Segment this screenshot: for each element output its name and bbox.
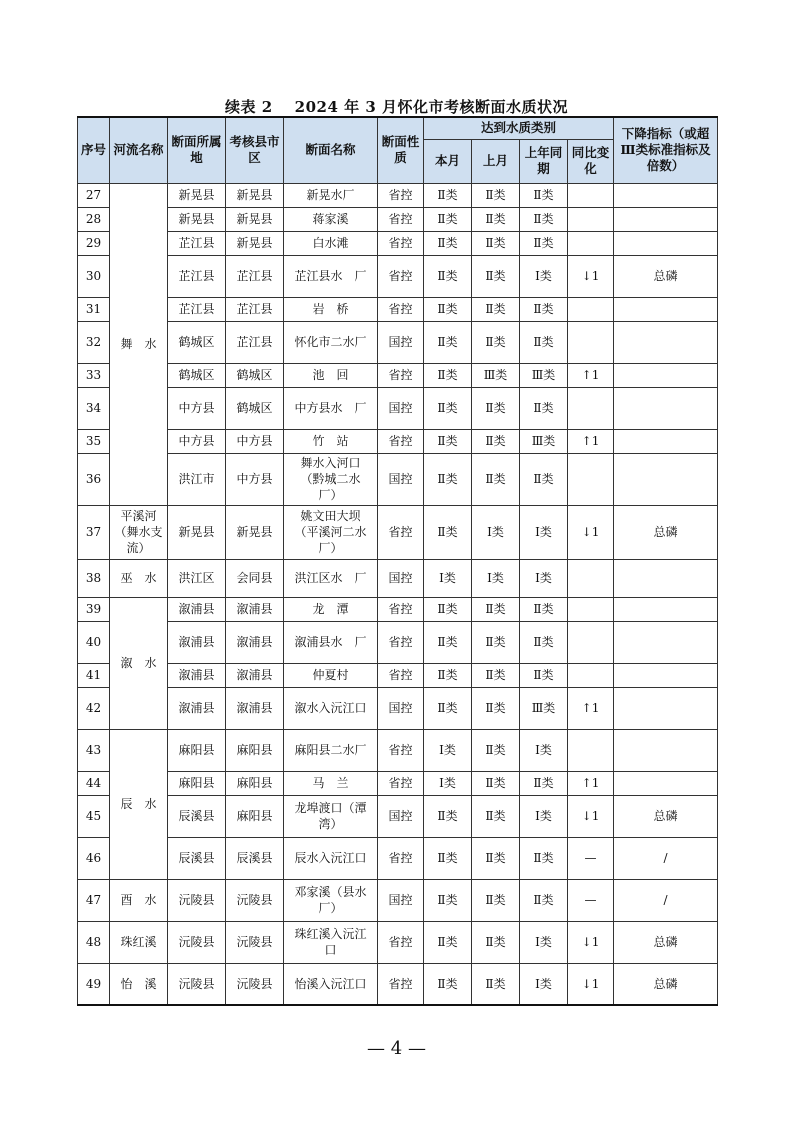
nature-cell: 省控 <box>378 663 424 687</box>
section-cell: 中方县水 厂 <box>284 387 378 429</box>
current-grade-cell: Ⅱ类 <box>424 687 472 729</box>
section-cell: 溆水入沅江口 <box>284 687 378 729</box>
yoy-change-cell <box>568 663 614 687</box>
location-cell: 中方县 <box>168 387 226 429</box>
prev-grade-cell: Ⅱ类 <box>472 729 520 771</box>
current-grade-cell: Ⅱ类 <box>424 387 472 429</box>
river-name-cell: 酉 水 <box>110 879 168 921</box>
location-cell: 鹤城区 <box>168 363 226 387</box>
current-grade-cell: Ⅱ类 <box>424 255 472 297</box>
indicator-cell: 总磷 <box>614 505 718 559</box>
yoy-change-cell <box>568 559 614 597</box>
table-row <box>78 837 718 879</box>
location-cell: 麻阳县 <box>168 729 226 771</box>
prev-grade-cell: Ⅱ类 <box>472 183 520 207</box>
last-year-grade-cell: Ⅰ类 <box>520 795 568 837</box>
table-row <box>78 183 718 207</box>
header-yoy-change: 同比变化 <box>568 139 614 183</box>
last-year-grade-cell: Ⅱ类 <box>520 183 568 207</box>
prev-grade-cell: Ⅱ类 <box>472 231 520 255</box>
table-title <box>0 96 793 117</box>
row-number-cell: 36 <box>78 453 110 505</box>
table-row <box>78 505 718 559</box>
indicator-cell: / <box>614 879 718 921</box>
header-section: 断面名称 <box>284 117 378 183</box>
prev-grade-cell: Ⅱ类 <box>472 879 520 921</box>
nature-cell: 省控 <box>378 429 424 453</box>
location-cell: 芷江县 <box>168 231 226 255</box>
nature-cell: 国控 <box>378 559 424 597</box>
header-prev-month: 上月 <box>472 139 520 183</box>
header-nature: 断面性质 <box>378 117 424 183</box>
river-name-cell: 辰 水 <box>110 729 168 879</box>
nature-cell: 省控 <box>378 597 424 621</box>
yoy-change-cell: ↓1 <box>568 921 614 963</box>
nature-cell: 省控 <box>378 363 424 387</box>
section-cell: 新晃水厂 <box>284 183 378 207</box>
nature-cell: 国控 <box>378 321 424 363</box>
section-cell: 舞水入河口（黔城二水厂） <box>284 453 378 505</box>
prev-grade-cell: Ⅱ类 <box>472 207 520 231</box>
last-year-grade-cell: Ⅰ类 <box>520 963 568 1005</box>
header-grade-group: 达到水质类别 <box>424 117 614 139</box>
nature-cell: 省控 <box>378 963 424 1005</box>
table-caption: 2024 年 3 月怀化市考核断面水质状况 <box>294 98 569 116</box>
last-year-grade-cell: Ⅲ类 <box>520 429 568 453</box>
table-row <box>78 963 718 1005</box>
nature-cell: 省控 <box>378 505 424 559</box>
indicator-cell <box>614 729 718 771</box>
section-cell: 怡溪入沅江口 <box>284 963 378 1005</box>
current-grade-cell: Ⅱ类 <box>424 837 472 879</box>
yoy-change-cell: ↓1 <box>568 963 614 1005</box>
prev-grade-cell: Ⅱ类 <box>472 621 520 663</box>
current-grade-cell: Ⅱ类 <box>424 297 472 321</box>
yoy-change-cell <box>568 231 614 255</box>
table-row <box>78 255 718 297</box>
location-cell: 新晃县 <box>168 207 226 231</box>
yoy-change-cell <box>568 297 614 321</box>
current-grade-cell: Ⅱ类 <box>424 231 472 255</box>
current-grade-cell: Ⅱ类 <box>424 621 472 663</box>
table-label: 续表 2 <box>224 98 273 116</box>
table-row <box>78 559 718 597</box>
section-cell: 龙埠渡口（潭湾） <box>284 795 378 837</box>
header-indicator: 下降指标（或超Ⅲ类标准指标及倍数） <box>614 117 718 183</box>
indicator-cell: / <box>614 837 718 879</box>
river-name-cell: 巫 水 <box>110 559 168 597</box>
row-number-cell: 41 <box>78 663 110 687</box>
nature-cell: 省控 <box>378 297 424 321</box>
yoy-change-cell <box>568 321 614 363</box>
last-year-grade-cell: Ⅲ类 <box>520 363 568 387</box>
indicator-cell <box>614 559 718 597</box>
indicator-cell <box>614 621 718 663</box>
county-cell: 麻阳县 <box>226 771 284 795</box>
table-row <box>78 363 718 387</box>
location-cell: 新晃县 <box>168 505 226 559</box>
nature-cell: 省控 <box>378 837 424 879</box>
county-cell: 沅陵县 <box>226 963 284 1005</box>
nature-cell: 省控 <box>378 255 424 297</box>
location-cell: 中方县 <box>168 429 226 453</box>
prev-grade-cell: Ⅱ类 <box>472 597 520 621</box>
indicator-cell <box>614 183 718 207</box>
page-number: — 4 — <box>367 1038 426 1059</box>
yoy-change-cell: — <box>568 837 614 879</box>
current-grade-cell: Ⅱ类 <box>424 795 472 837</box>
last-year-grade-cell: Ⅱ类 <box>520 771 568 795</box>
table-row <box>78 921 718 963</box>
section-cell: 邓家溪（县水厂） <box>284 879 378 921</box>
county-cell: 沅陵县 <box>226 879 284 921</box>
last-year-grade-cell: Ⅱ类 <box>520 387 568 429</box>
row-number-cell: 46 <box>78 837 110 879</box>
county-cell: 新晃县 <box>226 207 284 231</box>
yoy-change-cell <box>568 597 614 621</box>
location-cell: 溆浦县 <box>168 687 226 729</box>
last-year-grade-cell: Ⅱ类 <box>520 621 568 663</box>
header-last-year: 上年同期 <box>520 139 568 183</box>
last-year-grade-cell: Ⅱ类 <box>520 597 568 621</box>
table-row <box>78 207 718 231</box>
nature-cell: 省控 <box>378 921 424 963</box>
nature-cell: 省控 <box>378 771 424 795</box>
indicator-cell <box>614 453 718 505</box>
yoy-change-cell <box>568 387 614 429</box>
yoy-change-cell: ↓1 <box>568 505 614 559</box>
river-name-cell: 怡 溪 <box>110 963 168 1005</box>
current-grade-cell: Ⅱ类 <box>424 429 472 453</box>
row-number-cell: 34 <box>78 387 110 429</box>
prev-grade-cell: Ⅱ类 <box>472 921 520 963</box>
indicator-cell: 总磷 <box>614 921 718 963</box>
prev-grade-cell: Ⅱ类 <box>472 255 520 297</box>
county-cell: 芷江县 <box>226 321 284 363</box>
indicator-cell <box>614 387 718 429</box>
prev-grade-cell: Ⅱ类 <box>472 771 520 795</box>
table-row <box>78 795 718 837</box>
row-number-cell: 31 <box>78 297 110 321</box>
county-cell: 中方县 <box>226 429 284 453</box>
location-cell: 麻阳县 <box>168 771 226 795</box>
current-grade-cell: Ⅱ类 <box>424 963 472 1005</box>
current-grade-cell: Ⅱ类 <box>424 321 472 363</box>
yoy-change-cell <box>568 207 614 231</box>
section-cell: 姚文田大坝（平溪河二水厂） <box>284 505 378 559</box>
current-grade-cell: Ⅰ类 <box>424 771 472 795</box>
section-cell: 蒋家溪 <box>284 207 378 231</box>
indicator-cell <box>614 771 718 795</box>
prev-grade-cell: Ⅱ类 <box>472 321 520 363</box>
table-row <box>78 687 718 729</box>
yoy-change-cell <box>568 621 614 663</box>
row-number-cell: 33 <box>78 363 110 387</box>
table-row <box>78 429 718 453</box>
section-cell: 竹 站 <box>284 429 378 453</box>
last-year-grade-cell: Ⅱ类 <box>520 321 568 363</box>
last-year-grade-cell: Ⅱ类 <box>520 231 568 255</box>
indicator-cell <box>614 231 718 255</box>
current-grade-cell: Ⅱ类 <box>424 505 472 559</box>
indicator-cell: 总磷 <box>614 795 718 837</box>
table-row <box>78 597 718 621</box>
table-row <box>78 297 718 321</box>
prev-grade-cell: Ⅱ类 <box>472 663 520 687</box>
county-cell: 辰溪县 <box>226 837 284 879</box>
water-quality-table <box>77 116 718 1006</box>
county-cell: 溆浦县 <box>226 597 284 621</box>
row-number-cell: 40 <box>78 621 110 663</box>
county-cell: 溆浦县 <box>226 687 284 729</box>
table-row <box>78 729 718 771</box>
prev-grade-cell: Ⅱ类 <box>472 453 520 505</box>
section-cell: 辰水入沅江口 <box>284 837 378 879</box>
current-grade-cell: Ⅱ类 <box>424 921 472 963</box>
location-cell: 溆浦县 <box>168 597 226 621</box>
county-cell: 鹤城区 <box>226 363 284 387</box>
table-row <box>78 231 718 255</box>
current-grade-cell: Ⅱ类 <box>424 879 472 921</box>
river-name-cell: 珠红溪 <box>110 921 168 963</box>
yoy-change-cell: — <box>568 879 614 921</box>
last-year-grade-cell: Ⅱ类 <box>520 663 568 687</box>
nature-cell: 国控 <box>378 687 424 729</box>
location-cell: 芷江县 <box>168 255 226 297</box>
last-year-grade-cell: Ⅲ类 <box>520 687 568 729</box>
river-name-cell: 舞 水 <box>110 183 168 505</box>
location-cell: 鹤城区 <box>168 321 226 363</box>
indicator-cell <box>614 663 718 687</box>
current-grade-cell: Ⅰ类 <box>424 729 472 771</box>
last-year-grade-cell: Ⅱ类 <box>520 207 568 231</box>
row-number-cell: 42 <box>78 687 110 729</box>
prev-grade-cell: Ⅱ类 <box>472 687 520 729</box>
current-grade-cell: Ⅱ类 <box>424 597 472 621</box>
row-number-cell: 32 <box>78 321 110 363</box>
last-year-grade-cell: Ⅰ类 <box>520 505 568 559</box>
location-cell: 辰溪县 <box>168 837 226 879</box>
yoy-change-cell: ↑1 <box>568 429 614 453</box>
table-row <box>78 387 718 429</box>
prev-grade-cell: Ⅲ类 <box>472 363 520 387</box>
last-year-grade-cell: Ⅱ类 <box>520 837 568 879</box>
last-year-grade-cell: Ⅰ类 <box>520 255 568 297</box>
table-row <box>78 771 718 795</box>
river-name-cell: 平溪河（舞水支流） <box>110 505 168 559</box>
prev-grade-cell: Ⅱ类 <box>472 837 520 879</box>
nature-cell: 省控 <box>378 621 424 663</box>
table-row <box>78 621 718 663</box>
indicator-cell <box>614 363 718 387</box>
row-number-cell: 38 <box>78 559 110 597</box>
current-grade-cell: Ⅱ类 <box>424 453 472 505</box>
indicator-cell <box>614 321 718 363</box>
county-cell: 麻阳县 <box>226 795 284 837</box>
location-cell: 洪江区 <box>168 559 226 597</box>
location-cell: 芷江县 <box>168 297 226 321</box>
row-number-cell: 39 <box>78 597 110 621</box>
section-cell: 岩 桥 <box>284 297 378 321</box>
indicator-cell <box>614 297 718 321</box>
row-number-cell: 28 <box>78 207 110 231</box>
header-seq: 序号 <box>78 117 110 183</box>
county-cell: 新晃县 <box>226 231 284 255</box>
section-cell: 珠红溪入沅江口 <box>284 921 378 963</box>
yoy-change-cell: ↑1 <box>568 363 614 387</box>
county-cell: 芷江县 <box>226 255 284 297</box>
table-row <box>78 879 718 921</box>
location-cell: 沅陵县 <box>168 963 226 1005</box>
location-cell: 新晃县 <box>168 183 226 207</box>
nature-cell: 省控 <box>378 183 424 207</box>
row-number-cell: 29 <box>78 231 110 255</box>
yoy-change-cell: ↓1 <box>568 795 614 837</box>
yoy-change-cell <box>568 183 614 207</box>
yoy-change-cell <box>568 729 614 771</box>
row-number-cell: 49 <box>78 963 110 1005</box>
county-cell: 麻阳县 <box>226 729 284 771</box>
location-cell: 溆浦县 <box>168 663 226 687</box>
indicator-cell <box>614 429 718 453</box>
section-cell: 麻阳县二水厂 <box>284 729 378 771</box>
section-cell: 池 回 <box>284 363 378 387</box>
section-cell: 白水滩 <box>284 231 378 255</box>
yoy-change-cell: ↑1 <box>568 771 614 795</box>
current-grade-cell: Ⅱ类 <box>424 207 472 231</box>
section-cell: 龙 潭 <box>284 597 378 621</box>
current-grade-cell: Ⅱ类 <box>424 183 472 207</box>
current-grade-cell: Ⅱ类 <box>424 363 472 387</box>
county-cell: 新晃县 <box>226 505 284 559</box>
prev-grade-cell: Ⅱ类 <box>472 297 520 321</box>
section-cell: 洪江区水 厂 <box>284 559 378 597</box>
row-number-cell: 27 <box>78 183 110 207</box>
current-grade-cell: Ⅰ类 <box>424 559 472 597</box>
header-location: 断面所属地 <box>168 117 226 183</box>
indicator-cell: 总磷 <box>614 255 718 297</box>
county-cell: 溆浦县 <box>226 663 284 687</box>
yoy-change-cell <box>568 453 614 505</box>
indicator-cell <box>614 597 718 621</box>
table-row <box>78 663 718 687</box>
county-cell: 芷江县 <box>226 297 284 321</box>
row-number-cell: 44 <box>78 771 110 795</box>
last-year-grade-cell: Ⅱ类 <box>520 297 568 321</box>
row-number-cell: 48 <box>78 921 110 963</box>
prev-grade-cell: Ⅱ类 <box>472 387 520 429</box>
row-number-cell: 45 <box>78 795 110 837</box>
last-year-grade-cell: Ⅰ类 <box>520 729 568 771</box>
county-cell: 会同县 <box>226 559 284 597</box>
nature-cell: 国控 <box>378 795 424 837</box>
section-cell: 芷江县水 厂 <box>284 255 378 297</box>
county-cell: 新晃县 <box>226 183 284 207</box>
section-cell: 马 兰 <box>284 771 378 795</box>
location-cell: 溆浦县 <box>168 621 226 663</box>
table-row <box>78 453 718 505</box>
last-year-grade-cell: Ⅱ类 <box>520 453 568 505</box>
prev-grade-cell: Ⅰ类 <box>472 505 520 559</box>
prev-grade-cell: Ⅱ类 <box>472 963 520 1005</box>
location-cell: 沅陵县 <box>168 921 226 963</box>
location-cell: 辰溪县 <box>168 795 226 837</box>
nature-cell: 国控 <box>378 453 424 505</box>
indicator-cell <box>614 687 718 729</box>
nature-cell: 省控 <box>378 231 424 255</box>
row-number-cell: 37 <box>78 505 110 559</box>
nature-cell: 国控 <box>378 879 424 921</box>
nature-cell: 省控 <box>378 207 424 231</box>
indicator-cell: 总磷 <box>614 963 718 1005</box>
table-row <box>78 321 718 363</box>
last-year-grade-cell: Ⅱ类 <box>520 879 568 921</box>
county-cell: 沅陵县 <box>226 921 284 963</box>
row-number-cell: 47 <box>78 879 110 921</box>
header-county: 考核县市区 <box>226 117 284 183</box>
prev-grade-cell: Ⅱ类 <box>472 429 520 453</box>
header-river: 河流名称 <box>110 117 168 183</box>
section-cell: 怀化市二水厂 <box>284 321 378 363</box>
river-name-cell: 溆 水 <box>110 597 168 729</box>
location-cell: 沅陵县 <box>168 879 226 921</box>
yoy-change-cell: ↑1 <box>568 687 614 729</box>
county-cell: 溆浦县 <box>226 621 284 663</box>
section-cell: 仲夏村 <box>284 663 378 687</box>
nature-cell: 国控 <box>378 387 424 429</box>
county-cell: 鹤城区 <box>226 387 284 429</box>
row-number-cell: 35 <box>78 429 110 453</box>
row-number-cell: 43 <box>78 729 110 771</box>
table-body <box>78 183 718 1005</box>
prev-grade-cell: Ⅰ类 <box>472 559 520 597</box>
yoy-change-cell: ↓1 <box>568 255 614 297</box>
row-number-cell: 30 <box>78 255 110 297</box>
indicator-cell <box>614 207 718 231</box>
current-grade-cell: Ⅱ类 <box>424 663 472 687</box>
last-year-grade-cell: Ⅰ类 <box>520 559 568 597</box>
prev-grade-cell: Ⅱ类 <box>472 795 520 837</box>
nature-cell: 省控 <box>378 729 424 771</box>
section-cell: 溆浦县水 厂 <box>284 621 378 663</box>
county-cell: 中方县 <box>226 453 284 505</box>
location-cell: 洪江市 <box>168 453 226 505</box>
last-year-grade-cell: Ⅰ类 <box>520 921 568 963</box>
header-current-month: 本月 <box>424 139 472 183</box>
